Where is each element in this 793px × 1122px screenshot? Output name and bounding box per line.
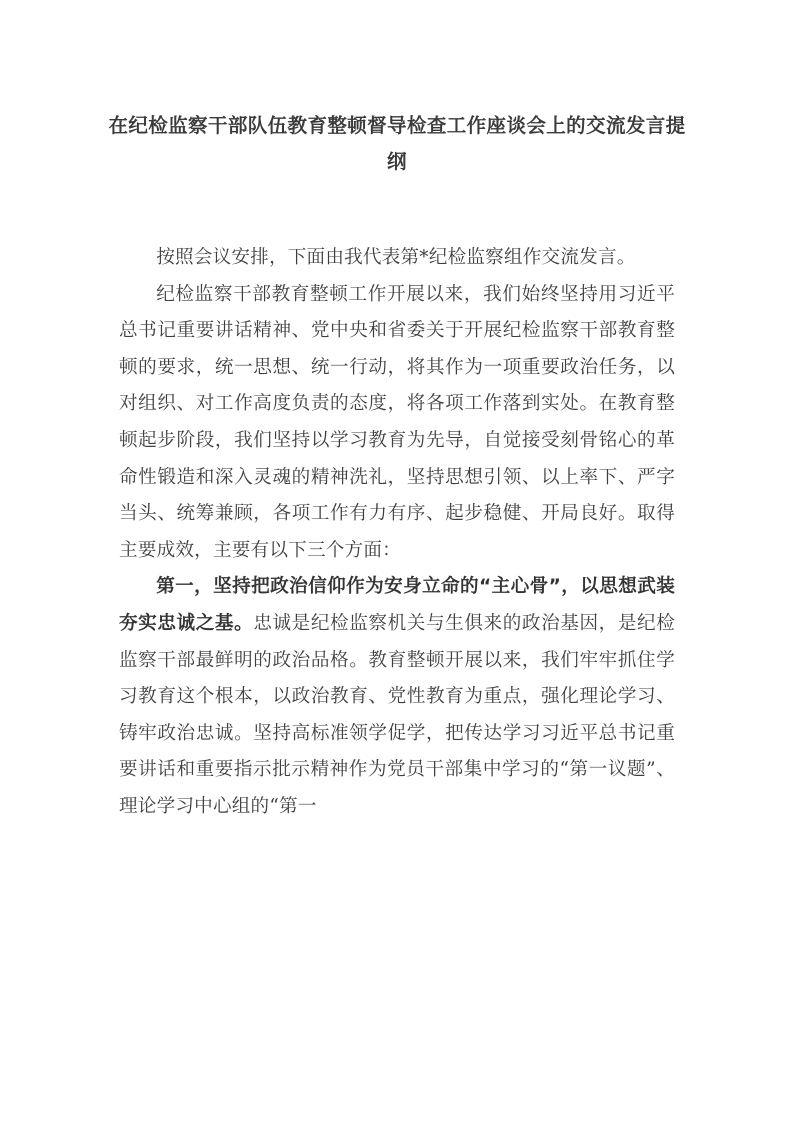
- paragraph-intro: [119, 240, 675, 277]
- document-body: [119, 240, 675, 826]
- paragraph-text: 纪检监察干部教育整顿工作开展以来，我们始终坚持用习近平总书记重要讲话精神、党中央和省委关于开展纪检监察干部教育整顿的要求，统一思想、统一行动，将其作为一项重要政治任务，以对组织、对工作高度负责的态度，将各项工作落到实处。在教育整顿起步阶段，我们坚持以学习教育为先导，自觉接受刻骨铭心的革命性锻造和深入灵魂的精神洗礼，坚持思想引领、以上率下、严字当头、统筹兼顾，各项工作有力有序、起步稳健、开局良好。取得主要成效，主要有以下三个方面：: [119, 283, 675, 561]
- paragraph-overview: [119, 277, 675, 570]
- paragraph-point-one: [119, 569, 675, 825]
- document-page: [108, 108, 686, 826]
- paragraph-heading: 第一，坚持把政治信仰作为安身立命的“主心骨”，以思想武装夯实忠诚之基。: [119, 576, 675, 634]
- paragraph-text: 按照会议安排，下面由我代表第*纪检监察组作交流发言。: [156, 247, 636, 268]
- document-title: 在纪检监察干部队伍教育整顿督导检查工作座谈会上的交流发言提纲: [108, 114, 686, 173]
- paragraph-text: 忠诚是纪检监察机关与生俱来的政治基因，是纪检监察干部最鲜明的政治品格。教育整顿开展以来，我们牢牢抓住学习教育这个根本，以政治教育、党性教育为重点，强化理论学习、铸牢政治忠诚。坚持高标准领学促学，把传达学习习近平总书记重要讲话和重要指示批示精神作为党员干部集中学习的“第一议题”、理论学习中心组的“第一: [119, 612, 676, 817]
